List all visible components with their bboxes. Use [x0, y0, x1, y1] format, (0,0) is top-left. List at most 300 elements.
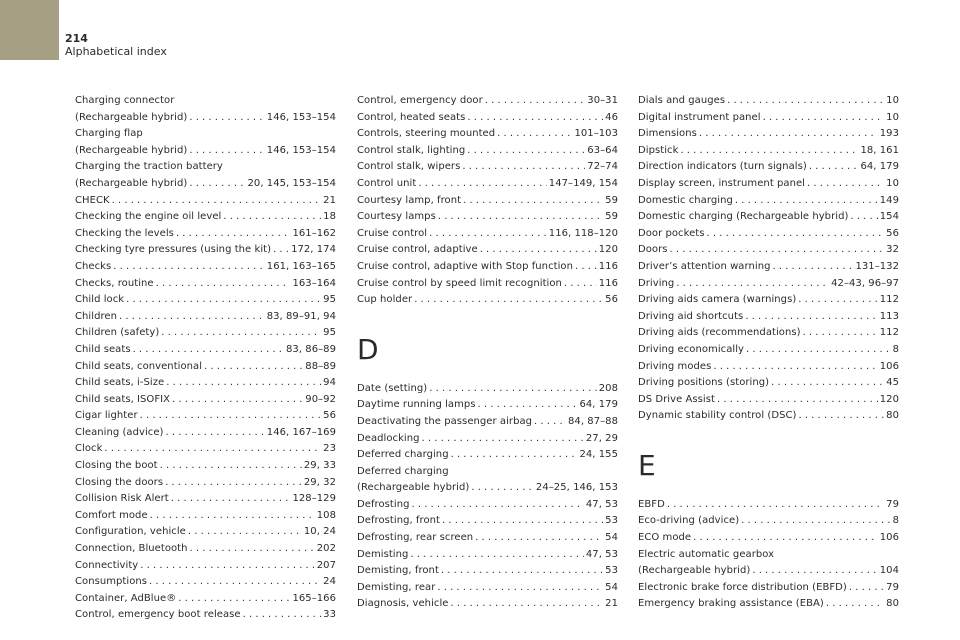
entry-pages: 10 [886, 95, 899, 106]
entry-term: Checks, routine [75, 277, 154, 289]
entry-pages: 116 [598, 277, 618, 289]
dot-leader [803, 325, 878, 342]
index-entry [638, 292, 899, 309]
index-entry [357, 447, 618, 464]
entry-pages: 149 [879, 194, 899, 206]
index-entry [638, 110, 899, 127]
entry-pages: 64, 179 [860, 161, 899, 173]
dot-leader [204, 359, 303, 376]
entry-term: Child lock [75, 294, 125, 306]
entry-pages: 146, 153–154 [266, 144, 336, 156]
index-entry [75, 226, 336, 243]
dot-leader [133, 342, 284, 359]
index-entry [357, 259, 618, 276]
dot-leader [140, 408, 322, 425]
index-entry [357, 143, 618, 160]
page-tab [0, 0, 59, 60]
index-entry [75, 309, 336, 326]
entry-term: Diagnosis, vehicle [357, 598, 449, 610]
entry-pages: 193 [879, 128, 899, 140]
dot-leader [475, 530, 603, 547]
dot-leader [467, 110, 603, 127]
index-entry [75, 524, 336, 541]
entry-pages: 80 [886, 410, 899, 422]
entry-pages: 106 [879, 360, 899, 372]
index-entry [357, 547, 618, 564]
entry-term: CHECK [75, 194, 110, 206]
dot-leader [140, 558, 314, 575]
entry-pages: 46 [605, 111, 618, 123]
dot-leader [450, 596, 603, 613]
entry-term: Emergency braking assistance (EBA) [638, 598, 824, 610]
entry-term: Deactivating the passenger airbag [357, 415, 533, 427]
index-entry [75, 408, 336, 425]
dot-leader [172, 392, 303, 409]
dot-leader [150, 508, 315, 525]
entry-pages: 131–132 [855, 260, 899, 272]
dot-leader [735, 193, 878, 210]
entry-term: Cruise control, adaptive with Stop function [357, 260, 573, 272]
index-entry [75, 259, 336, 276]
entry-pages: 172, 174 [291, 244, 336, 256]
index-entry [75, 276, 336, 293]
entry-term: Control, heated seats [357, 111, 466, 123]
index-entry [75, 508, 336, 525]
entry-term: Domestic charging (Rechargeable hybrid) [638, 211, 849, 223]
entry-pages: 10 [886, 111, 899, 123]
entry-pages: 24–25, 146, 153 [535, 482, 618, 494]
index-entry [75, 475, 336, 492]
dot-leader [414, 292, 603, 309]
entry-pages: 21 [605, 598, 618, 610]
entry-pages: 59 [605, 194, 618, 206]
dot-leader [104, 441, 321, 458]
index-entry [357, 159, 618, 176]
index-entry [638, 159, 899, 176]
entry-term: Courtesy lamps [357, 211, 436, 223]
entry-term: Doors [638, 244, 668, 256]
dot-leader [437, 580, 603, 597]
entry-pages: 54 [605, 581, 618, 593]
index-entry [638, 547, 899, 580]
entry-pages: 147–149, 154 [548, 177, 618, 189]
entry-term: Cleaning (advice) [75, 426, 164, 438]
index-entry [638, 259, 899, 276]
dot-leader [126, 292, 321, 309]
dot-leader [441, 563, 603, 580]
entry-pages: 208 [598, 382, 618, 394]
index-column-2 [357, 93, 618, 613]
entry-pages: 18, 161 [860, 144, 899, 156]
page-number: 214 [65, 32, 88, 45]
index-entry [357, 209, 618, 226]
index-entry [357, 381, 618, 398]
entry-pages: 56 [886, 227, 899, 239]
entry-pages: 101–103 [574, 128, 618, 140]
entry-pages: 27, 29 [585, 432, 618, 444]
entry-term: Dynamic stability control (DSC) [638, 410, 797, 422]
index-entry [75, 607, 336, 624]
index-entry [638, 580, 899, 597]
entry-pages: 83, 89–91, 94 [266, 310, 336, 322]
entry-term: DS Drive Assist [638, 393, 715, 405]
dot-leader [166, 375, 321, 392]
entry-pages: 47, 53 [585, 498, 618, 510]
index-entry [638, 497, 899, 514]
entry-pages: 207 [316, 559, 336, 571]
entry-pages: 10, 24 [303, 526, 336, 538]
entry-pages: 23 [323, 443, 336, 455]
index-entry [75, 574, 336, 591]
index-entry [357, 464, 618, 497]
dot-leader [189, 143, 264, 160]
entry-term: Child seats, i-Size [75, 377, 165, 389]
entry-term: Closing the boot [75, 460, 158, 472]
dot-leader [772, 259, 853, 276]
entry-term: Children (safety) [75, 327, 160, 339]
entry-term: Defrosting [357, 498, 410, 510]
dot-leader [798, 408, 884, 425]
entry-term: Demisting, front [357, 565, 439, 577]
dot-leader [676, 276, 829, 293]
entry-term: Charging connector [75, 95, 175, 106]
entry-pages: 20, 145, 153–154 [247, 177, 336, 189]
dot-leader [429, 226, 547, 243]
index-entry [638, 143, 899, 160]
entry-term: Driving [638, 277, 675, 289]
index-entry [75, 126, 336, 159]
dot-leader [178, 591, 290, 608]
index-entry [75, 93, 336, 126]
entry-pages: 120 [598, 244, 618, 256]
index-entry [357, 563, 618, 580]
dot-leader [699, 126, 878, 143]
dot-leader [670, 242, 885, 259]
entry-pages: 54 [605, 532, 618, 544]
page-title: Alphabetical index [65, 45, 167, 58]
entry-pages: 64, 179 [579, 399, 618, 411]
index-entry [75, 342, 336, 359]
entry-pages: 161, 163–165 [266, 260, 336, 272]
dot-leader [462, 159, 585, 176]
entry-term: Clock [75, 443, 103, 455]
entry-term: ECO mode [638, 532, 692, 544]
entry-pages: 18 [323, 211, 336, 223]
index-entry [75, 458, 336, 475]
entry-pages: 56 [323, 410, 336, 422]
dot-leader [156, 276, 291, 293]
dot-leader [798, 292, 877, 309]
dot-leader [850, 209, 877, 226]
dot-leader [809, 159, 859, 176]
dot-leader [161, 325, 321, 342]
index-entry [638, 176, 899, 193]
entry-pages: 53 [605, 565, 618, 577]
index-entry [638, 408, 899, 425]
entry-pages: 42–43, 96–97 [831, 277, 899, 289]
dot-leader [463, 193, 603, 210]
entry-pages: 47, 53 [585, 548, 618, 560]
entry-term: Defrosting, rear screen [357, 532, 474, 544]
dot-leader [826, 596, 884, 613]
entry-pages: 90–92 [305, 393, 336, 405]
section-letter: D [357, 332, 379, 366]
entry-pages: 88–89 [305, 360, 336, 372]
dot-leader [467, 143, 585, 160]
dot-leader [707, 226, 885, 243]
dot-leader [807, 176, 884, 193]
entry-term: Collision Risk Alert [75, 493, 169, 505]
index-entry [75, 209, 336, 226]
entry-term: Door pockets [638, 227, 705, 239]
entry-pages: 113 [879, 310, 899, 322]
index-entry [75, 292, 336, 309]
dot-leader [713, 359, 877, 376]
dot-leader [667, 497, 884, 514]
entry-term: Control, emergency door [357, 95, 483, 106]
index-entry [357, 126, 618, 143]
entry-pages: 53 [605, 515, 618, 527]
entry-pages: 94 [323, 377, 336, 389]
index-entry [638, 309, 899, 326]
index-entry [638, 530, 899, 547]
entry-pages: 32 [886, 244, 899, 256]
index-entry [357, 497, 618, 514]
entry-pages: 128–129 [292, 493, 336, 505]
entry-term: Checking the engine oil level [75, 211, 222, 223]
entry-term: Cigar lighter [75, 410, 138, 422]
dot-leader [480, 242, 597, 259]
entry-term: Child seats, conventional [75, 360, 203, 372]
index-entry [357, 431, 618, 448]
dot-leader [188, 524, 302, 541]
entry-pages: 83, 86–89 [286, 343, 336, 355]
entry-term: Charging the traction battery [75, 161, 223, 173]
entry-pages: 104 [879, 565, 899, 577]
entry-term: Control stalk, lighting [357, 144, 466, 156]
entry-pages: 79 [886, 498, 899, 510]
index-entry [638, 325, 899, 342]
index-entry [75, 242, 336, 259]
entry-term: (Rechargeable hybrid) [638, 565, 751, 577]
entry-pages: 108 [316, 509, 336, 521]
entry-pages: 45 [886, 377, 899, 389]
index-entry [357, 530, 618, 547]
dot-leader [771, 375, 884, 392]
entry-term: Deferred charging [357, 465, 449, 477]
entry-term: Closing the doors [75, 476, 164, 488]
dot-leader [497, 126, 572, 143]
entry-term: Deferred charging [357, 449, 449, 461]
section-letter: E [638, 448, 656, 482]
entry-term: Controls, steering mounted [357, 128, 496, 140]
index-entry [638, 276, 899, 293]
entry-term: Connection, Bluetooth [75, 543, 188, 555]
entry-term: Charging flap [75, 128, 143, 140]
entry-term: Checking the levels [75, 227, 174, 239]
index-entry [357, 513, 618, 530]
entry-term: Driver’s attention warning [638, 260, 771, 272]
dot-leader [752, 563, 877, 580]
entry-pages: 29, 33 [303, 460, 336, 472]
entry-pages: 8 [892, 515, 899, 527]
entry-term: (Rechargeable hybrid) [75, 111, 188, 123]
entry-term: Dials and gauges [638, 95, 726, 106]
entry-pages: 30–31 [587, 95, 618, 106]
entry-term: (Rechargeable hybrid) [75, 144, 188, 156]
index-entry [638, 126, 899, 143]
entry-term: (Rechargeable hybrid) [75, 177, 188, 189]
entry-term: Daytime running lamps [357, 399, 476, 411]
index-entry [638, 392, 899, 409]
index-entry [638, 209, 899, 226]
entry-pages: 56 [605, 294, 618, 306]
entry-pages: 116, 118–120 [548, 227, 618, 239]
entry-term: Cruise control [357, 227, 428, 239]
entry-term: Comfort mode [75, 509, 148, 521]
dot-leader [693, 530, 878, 547]
entry-term: Deadlocking [357, 432, 420, 444]
dot-leader [534, 414, 566, 431]
dot-leader [119, 309, 265, 326]
entry-pages: 33 [323, 609, 336, 621]
dot-leader [243, 607, 322, 624]
entry-pages: 24, 155 [579, 449, 618, 461]
index-entry [75, 325, 336, 342]
dot-leader [763, 110, 885, 127]
index-entry [638, 375, 899, 392]
index-entry [357, 292, 618, 309]
entry-pages: 120 [879, 393, 899, 405]
index-entry [357, 242, 618, 259]
dot-leader [727, 93, 884, 110]
index-entry [75, 375, 336, 392]
index-entry [638, 342, 899, 359]
entry-term: Courtesy lamp, front [357, 194, 462, 206]
entry-pages: 95 [323, 294, 336, 306]
entry-term: Control unit [357, 177, 417, 189]
index-entry [638, 359, 899, 376]
dot-leader [451, 447, 578, 464]
entry-term: Defrosting, front [357, 515, 440, 527]
entry-pages: 84, 87–88 [568, 415, 618, 427]
entry-term: Eco-driving (advice) [638, 515, 740, 527]
index-entry [357, 93, 618, 110]
entry-term: Digital instrument panel [638, 111, 761, 123]
entry-pages: 10 [886, 177, 899, 189]
index-entry [638, 193, 899, 210]
entry-pages: 72–74 [587, 161, 618, 173]
index-entry [75, 441, 336, 458]
dot-leader [418, 176, 546, 193]
dot-leader [171, 491, 291, 508]
entry-pages: 154 [879, 211, 899, 223]
entry-pages: 59 [605, 211, 618, 223]
index-entry [357, 397, 618, 414]
entry-term: Demisting, rear [357, 581, 436, 593]
index-entry [357, 580, 618, 597]
dot-leader [745, 309, 877, 326]
index-column-1 [75, 93, 336, 624]
dot-leader [471, 480, 534, 497]
entry-pages: 165–166 [292, 592, 336, 604]
entry-term: Control, emergency boot release [75, 609, 241, 621]
entry-term: Checking tyre pressures (using the kit) [75, 244, 272, 256]
entry-pages: 163–164 [292, 277, 336, 289]
entry-term: Connectivity [75, 559, 139, 571]
dot-leader [429, 381, 596, 398]
entry-pages: 79 [886, 581, 899, 593]
entry-term: Driving aids (recommendations) [638, 327, 801, 339]
dot-leader [410, 547, 583, 564]
entry-term: Driving aid shortcuts [638, 310, 744, 322]
entry-pages: 80 [886, 598, 899, 610]
entry-pages: 161–162 [292, 227, 336, 239]
entry-term: EBFD [638, 498, 665, 510]
index-entry [357, 193, 618, 210]
entry-pages: 202 [316, 543, 336, 555]
index-entry [638, 242, 899, 259]
entry-pages: 112 [879, 327, 899, 339]
index-entry [75, 591, 336, 608]
dot-leader [741, 513, 890, 530]
entry-term: Container, AdBlue® [75, 592, 177, 604]
dot-leader [849, 580, 884, 597]
entry-pages: 106 [879, 532, 899, 544]
entry-term: Driving modes [638, 360, 712, 372]
dot-leader [564, 276, 597, 293]
entry-term: Electric automatic gearbox [638, 548, 775, 560]
dot-leader [160, 458, 302, 475]
dot-leader [189, 176, 245, 193]
dot-leader [165, 475, 302, 492]
index-entry [75, 392, 336, 409]
dot-leader [438, 209, 603, 226]
entry-term: Checks [75, 260, 112, 272]
entry-term: Child seats, ISOFIX [75, 393, 171, 405]
entry-term: Driving economically [638, 343, 744, 355]
entry-pages: 95 [323, 327, 336, 339]
entry-term: Cruise control by speed limit recognition [357, 277, 562, 289]
dot-leader [112, 193, 322, 210]
entry-term: Cup holder [357, 294, 413, 306]
entry-term: Cruise control, adaptive [357, 244, 478, 256]
index-entry [75, 541, 336, 558]
dot-leader [166, 425, 265, 442]
entry-pages: 24 [323, 576, 336, 588]
index-entry [75, 425, 336, 442]
dot-leader [746, 342, 891, 359]
index-entry [75, 491, 336, 508]
entry-pages: 21 [323, 194, 336, 206]
index-entry [357, 226, 618, 243]
entry-term: Consumptions [75, 576, 148, 588]
dot-leader [442, 513, 603, 530]
dot-leader [478, 397, 578, 414]
index-entry [638, 596, 899, 613]
dot-leader [422, 431, 584, 448]
index-entry [357, 276, 618, 293]
index-entry [638, 513, 899, 530]
dot-leader [717, 392, 878, 409]
dot-leader [176, 226, 291, 243]
entry-term: Display screen, instrument panel [638, 177, 806, 189]
dot-leader [575, 259, 597, 276]
dot-leader [190, 541, 315, 558]
entry-term: Child seats [75, 343, 131, 355]
index-entry [75, 159, 336, 192]
entry-term: Configuration, vehicle [75, 526, 186, 538]
